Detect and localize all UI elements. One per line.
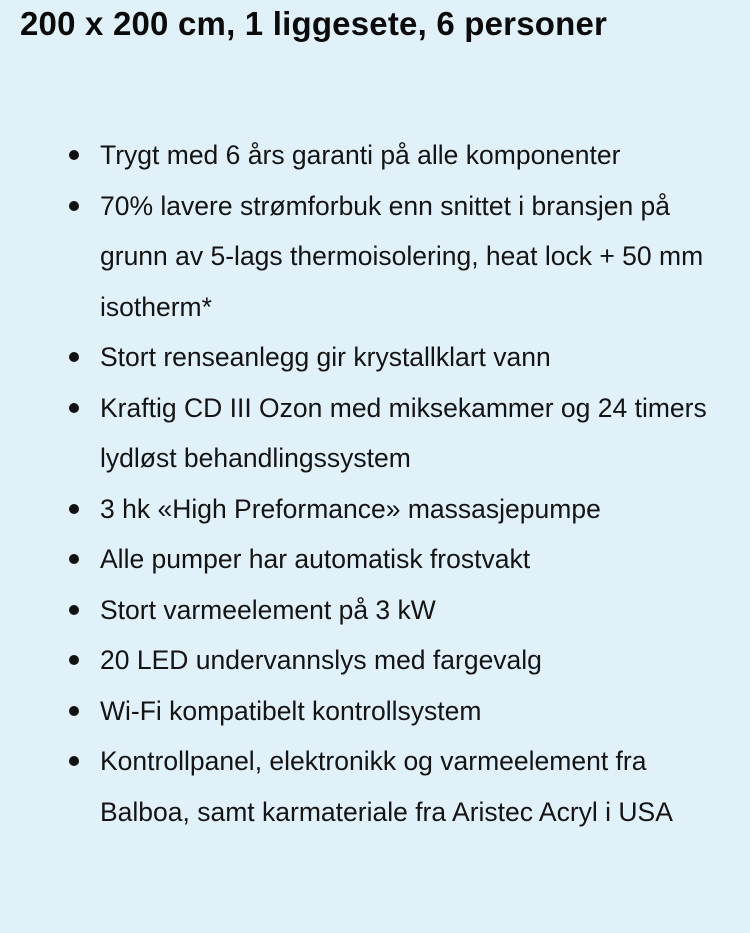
feature-text: 70% lavere strømforbuk enn snittet i bransjen på grunn av 5-lags thermoisolering, heat lock + 50 mm isotherm* (100, 190, 704, 322)
bullet-icon (69, 504, 79, 514)
feature-item-ozone (0, 383, 726, 484)
feature-text: Kraftig CD III Ozon med miksekammer og 24 timers lydløst behandlingssystem (100, 392, 707, 473)
bullet-icon (69, 756, 79, 766)
feature-item-components (0, 736, 726, 837)
feature-text: Stort varmeelement på 3 kW (100, 594, 436, 625)
feature-text: Kontrollpanel, elektronikk og varmeelement fra Balboa, samt karmateriale fra Aristec Acryl i USA (100, 746, 673, 827)
bullet-icon (69, 150, 79, 160)
feature-item-pump (0, 484, 726, 535)
feature-text: Wi-Fi kompatibelt kontrollsystem (100, 695, 482, 726)
product-heading: 200 x 200 cm, 1 liggesete, 6 personer (20, 5, 608, 42)
feature-item-warranty (0, 130, 726, 181)
feature-item-filtration (0, 332, 726, 383)
feature-item-led (0, 635, 726, 686)
bullet-icon (69, 352, 79, 362)
feature-item-wifi (0, 686, 726, 737)
feature-text: Stort renseanlegg gir krystallklart vann (100, 342, 551, 372)
feature-list (0, 130, 750, 837)
bullet-icon (69, 655, 79, 665)
feature-item-frost-guard (0, 534, 726, 585)
feature-item-heater (0, 585, 726, 636)
bullet-icon (69, 706, 79, 716)
bullet-icon (69, 554, 79, 564)
feature-text: Trygt med 6 års garanti på alle komponenter (100, 140, 621, 170)
bullet-icon (69, 201, 79, 211)
bullet-icon (69, 403, 79, 413)
feature-text: 3 hk «High Preformance» massasjepumpe (100, 493, 601, 524)
feature-text: 20 LED undervannslys med fargevalg (100, 645, 542, 675)
feature-item-energy (0, 181, 726, 333)
bullet-icon (69, 605, 79, 615)
feature-text: Alle pumper har automatisk frostvakt (100, 544, 531, 574)
